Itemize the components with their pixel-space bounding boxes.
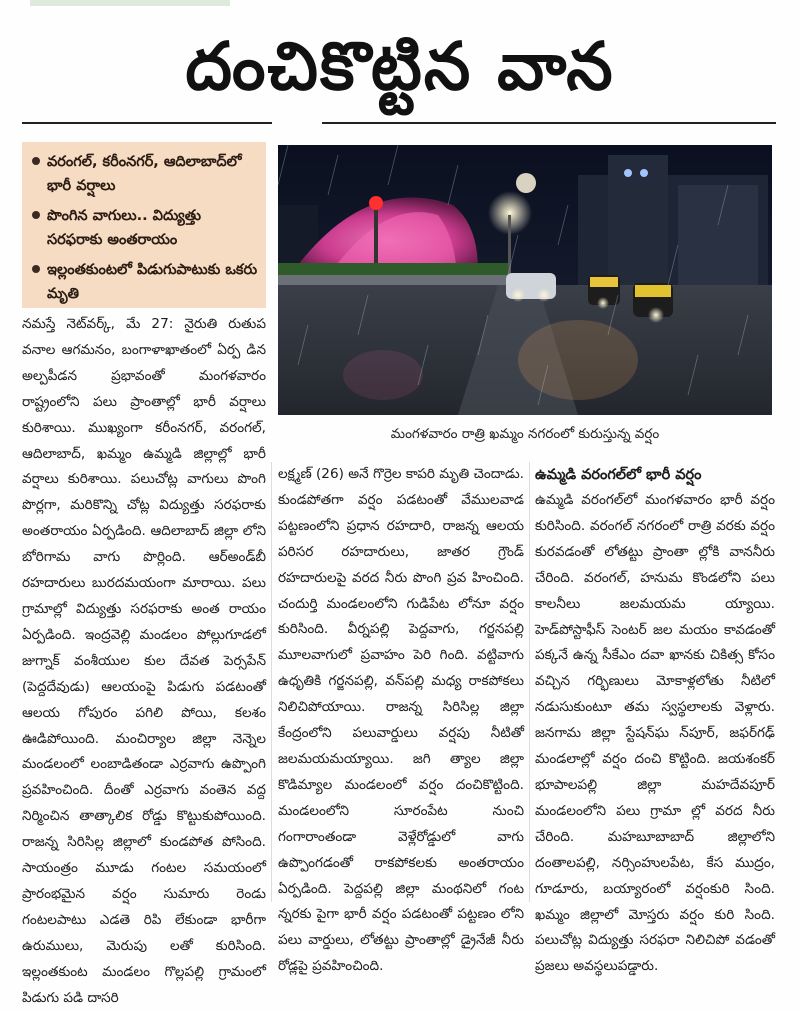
photo-caption: మంగళవారం రాత్రి ఖమ్మం నగరంలో కురుస్తున్న వర్షం (390, 426, 660, 442)
rain-night-photo (278, 145, 772, 415)
highlights-box (22, 142, 266, 308)
highlight-item (32, 204, 260, 252)
headline: దంచికొట్టిన వాన (185, 28, 615, 105)
rain-photo-illustration (278, 145, 772, 415)
bullet-icon (32, 211, 40, 219)
highlight-text: వరంగల్, కరీంనగర్, ఆదిలాబాద్‌లో భారీ వర్షాలు (47, 154, 242, 194)
headline-rule-right (322, 122, 776, 124)
highlight-item (32, 150, 260, 198)
top-color-strip (30, 0, 230, 6)
bullet-icon (32, 265, 40, 273)
headline-rule-left (22, 122, 272, 124)
article-column-2: లక్ష్మణ్ (26) అనే గొర్రెల కాపరి మృతి చెందాడు. కుండపోతగా వర్షం పడటంతో వేములవాడ పట్టణంలోని ప్రధాన రహదారి, రాజన్న ఆలయ పరిసర రహదారులు, జాతర గ్రౌండ్ రహదారులపై వరద నీరు పొంగి ప్రవ హించింది. చందుర్తి మండలంలోని గుడిపేట లోనూ వర్షం కురిసింది. వీర్నపల్లి పెద్దవాగు, గర్జనపల్లి మూలవాగులో ప్రవాహం పెరి గింది. వట్టివాగు ఉధృతికి గర్జనపల్లి, వన్‌పల్లి మధ్య రాకపోకలు నిలిచిపోయాయి. రాజన్న సిరిసిల్ల జిల్లా కేంద్రంలోని పలువార్డులు వర్షపు నీటితో జలమయమయ్యాయి. జగి త్యాల జిల్లా కొడిమ్యాల మండలంలో వర్షం దంచికొట్టింది. మండలంలోని సూరంపేట నుంచి గంగారాంతండా వెళ్లేరోడ్డులో వాగు ఉప్పొంగడంతో రాకపోకలకు అంతరాయం ఏర్పడింది. పెద్దపల్లి జిల్లా మంథనిలో గంట న్నరకు పైగా భారీ వర్షం పడటంతో పట్టణం లోని పలు వార్డులు, లోతట్టు ప్రాంతాల్లో డ్రైనేజీ నీరు రోడ్లపై ప్రవహించింది. (278, 466, 524, 975)
bullet-icon (32, 157, 40, 165)
article-column-3-text: ఉమ్మడి వరంగల్‌లో మంగళవారం భారీ వర్షం కురిసింది. వరంగల్ నగరంలో రాత్రి వరకు వర్షం కురవడంతో లోతట్టు ప్రాంతా ల్లోకి వాననీరు చేరింది. వరంగల్, హనుమ కొండలోని పలు కాలనీలు జలమయమ య్యాయి. హెడ్‌పోస్టాఫీస్ సెంటర్ జల మయం కావడంతో పక్కనే ఉన్న సీకేఎం దవా ఖానకు చికిత్స కోసం వచ్చిన గర్భిణులు మోకాళ్లలోతు నీటిలో నడుసుకుంటూ తమ స్వస్థలాలకు వెళ్లారు. జనగామ జిల్లా స్టేషన్‌ఘ న్‌పూర్, జఫర్‌గఢ్ మండలాల్లో వర్షం దంచి కొట్టింది. జయశంకర్ భూపాలపల్లి జిల్లా మహదేవపూర్ మండలంలోని పలు గ్రామా ల్లో వరద నీరు చేరింది. మహబూబాబాద్ జిల్లాలోని దంతాలపల్లి, నర్సింహులపేట, కేస ముద్రం, గూడూరు, బయ్యారంలో వర్షంకురి సింది. ఖమ్మం జిల్లాలో మోస్తరు వర్షం కురి సింది. పలుచోట్ల విద్యుత్తు సరఫరా నిలిచిపో వడంతో ప్రజలు అవస్థలుపడ్డారు. (535, 492, 775, 975)
section-subheading: ఉమ్మడి వరంగల్‌లో భారీ వర్షం (535, 467, 702, 483)
highlight-text: పొంగిన వాగులు.. విద్యుత్తు సరఫరాకు అంతరాయం (47, 208, 202, 248)
article-column-1: నమస్తే నెట్‌వర్క్, మే 27: నైరుతి రుతుప వనాల ఆగమనం, బంగాళాఖాతంలో ఏర్ప డిన అల్పపీడన ప్రభావంతో మంగళవారం రాష్ట్రంలోని పలు ప్రాంతాల్లో భారీ వర్షాలు కురిశాయి. ముఖ్యంగా కరీంనగర్, వరంగల్, ఆదిలాబాద్, ఖమ్మం ఉమ్మడి జిల్లాల్లో భారీ వర్షాలు కురిశాయి. పలుచోట్ల వాగులు పొంగి పొర్లగా, మరికొన్ని చోట్ల విద్యుత్తు సరఫరాకు అంతరాయం ఏర్పడింది. ఆదిలాబాద్ జిల్లా లోని బోరిగామ వాగు పొర్లింది. ఆర్‌అండ్‌బీ రహదారులు బురదమయంగా మారాయి. పలు గ్రామాల్లో విద్యుత్తు సరఫరాకు అంత రాయం ఏర్పడింది. ఇంద్రవెల్లి మండలం పోల్లుగూడలో జుగ్నాక్ వంశీయుల కుల దేవత పెర్సపేన్ (పెద్దదేవుడు) ఆలయంపై పిడుగు పడటంతో ఆలయ గోపురం పగిలి పోయి, కలశం ఊడిపోయింది. మంచిర్యాల జిల్లా నెన్నెల మండలంలో లంబాడితండా ఎర్రవాగు ఉప్పొంగి ప్రవహించింది. దీంతో ఎర్రవాగు వంతెన వద్ద నిర్మించిన తాత్కాలిక రోడ్డు కొట్టుకుపోయింది. రాజన్న సిరిసిల్ల జిల్లాలో కుండపోత పోసింది. సాయంత్రం మూడు గంటల సమయంలో ప్రారంభమైన వర్షం సుమారు రెండు గంటలపాటు ఎడతె రిపి లేకుండా భారీగా ఉరుములు, మెరుపు లతో కురిసింది. ఇల్లంతకుంట మండలం గొల్లపల్లి గ్రామంలో పిడుగు పడి దాసరి (22, 316, 266, 1006)
highlight-item (32, 258, 260, 306)
column-divider (529, 462, 530, 902)
column-divider (271, 462, 272, 902)
article-column-3 (535, 462, 775, 975)
highlight-text: ఇల్లంతకుంటలో పిడుగుపాటుకు ఒకరు మృతి (47, 262, 258, 302)
